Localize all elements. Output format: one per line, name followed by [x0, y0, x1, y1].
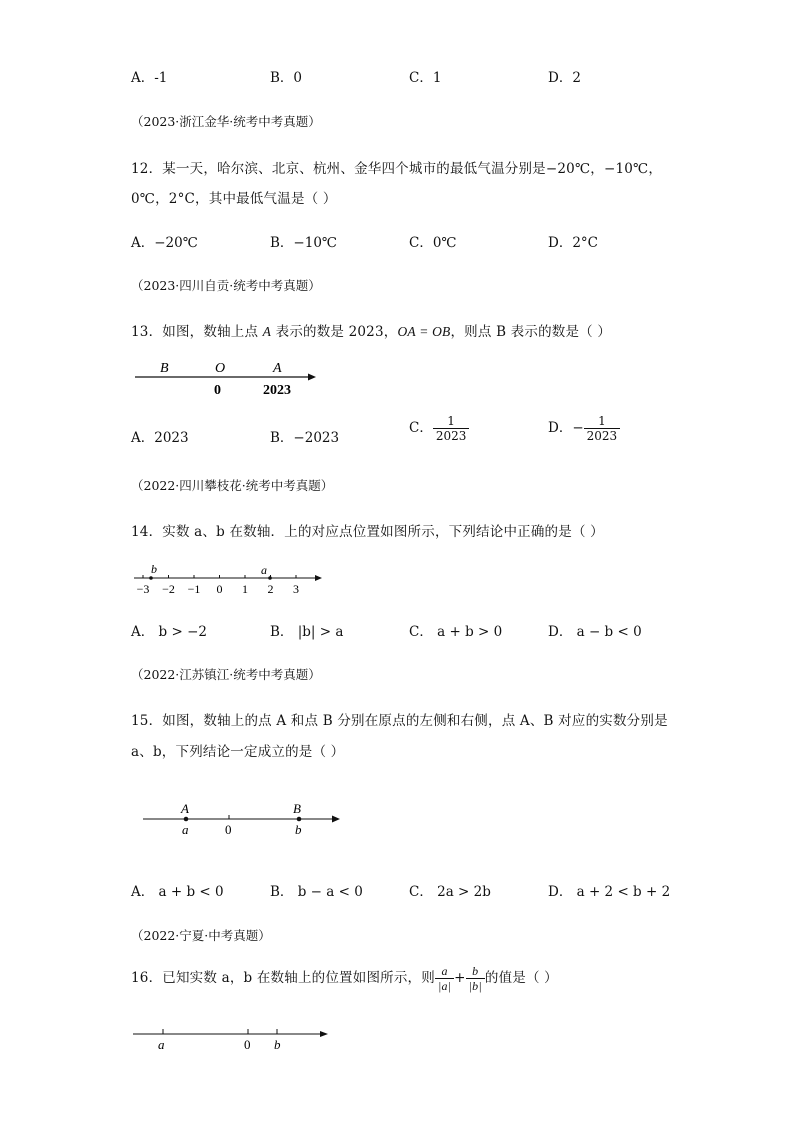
- q14-tick-label: −1: [187, 582, 201, 596]
- q15-stem-line1: 15．如图，数轴上的点 A 和点 B 分别在原点的左侧和右侧，点 A、B 对应的实数分别是: [131, 713, 668, 729]
- q11-option-a: A．-1: [131, 70, 168, 86]
- q13-option-c-denominator: 2023: [433, 428, 470, 443]
- q14-option-c: C． a + b > 0: [409, 624, 503, 640]
- q13-label-b: B: [160, 361, 169, 376]
- q14-label-b: b: [151, 562, 157, 576]
- q13-option-c-prefix: C．: [409, 420, 433, 436]
- q15-label-zero: 0: [225, 822, 232, 837]
- q13-option-a: A．2023: [131, 430, 189, 446]
- q15-option-a: A． a + b < 0: [131, 884, 224, 900]
- q14-point-b: [149, 576, 153, 580]
- q13-option-b: B．−2023: [270, 430, 340, 446]
- q13-option-d-denominator: 2023: [584, 428, 621, 443]
- q15-label-a: a: [182, 822, 189, 837]
- q15-point-b: [297, 817, 302, 822]
- q13-option-c-numerator: 1: [447, 414, 455, 428]
- q16-fraction-b-denominator: |b|: [466, 978, 485, 993]
- q16-plus: +: [454, 970, 466, 986]
- q16-fraction-b-numerator: b: [472, 964, 479, 978]
- q16-stem-suffix: 的值是（ ）: [484, 970, 558, 986]
- q16-source: （2022·宁夏·中考真题）: [131, 928, 271, 943]
- q13-stem-equation: OA = OB: [397, 324, 451, 339]
- q11-option-c: C．1: [409, 70, 442, 86]
- q12-option-a: A．−20℃: [131, 235, 198, 251]
- q16-fraction-b: [466, 964, 485, 993]
- q16-number-line: [130, 1022, 340, 1054]
- q12-stem-line2: 0℃，2°C，其中最低气温是（ ）: [131, 191, 337, 207]
- q14-tick-label: −2: [162, 582, 175, 596]
- q16-stem-prefix: 16．已知实数 a，b 在数轴上的位置如图所示，则: [131, 970, 435, 986]
- q14-tick-label: 3: [293, 582, 299, 596]
- q13-option-c-fraction: [433, 414, 470, 443]
- q12-option-c: C．0℃: [409, 235, 457, 251]
- q12-stem-line1: 12．某一天，哈尔滨、北京、杭州、金华四个城市的最低气温分别是−20℃，−10℃，: [131, 161, 663, 177]
- q16-fraction-a: [435, 964, 454, 993]
- q11-option-b: B．0: [270, 70, 303, 86]
- q15-option-c: C． 2a > 2b: [409, 884, 491, 900]
- q13-stem-prefix: 13．如图，数轴上点: [131, 324, 263, 340]
- q15-option-d: D． a + 2 < b + 2: [548, 884, 671, 900]
- q16-label-a: a: [158, 1037, 165, 1052]
- q16-label-zero: 0: [244, 1037, 251, 1052]
- q14-option-b: B． |b| > a: [270, 624, 344, 640]
- q13-option-d: [548, 414, 620, 443]
- q13-option-c: [409, 414, 469, 443]
- q15-stem-line2: a、b，下列结论一定成立的是（ ）: [131, 744, 345, 760]
- q13-option-d-numerator: 1: [598, 414, 606, 428]
- q16-fraction-a-denominator: |a|: [435, 978, 454, 993]
- q16-fraction-a-numerator: a: [441, 964, 448, 978]
- q12-option-b: B．−10℃: [270, 235, 338, 251]
- q13-stem-suffix: ，则点 B 表示的数是（ ）: [450, 324, 612, 340]
- q15-label-upper-b: B: [293, 801, 301, 816]
- q13-tick-value: 2023: [263, 383, 291, 398]
- q13-label-a: A: [273, 361, 282, 376]
- q14-axis-arrow-icon: [315, 575, 322, 581]
- q14-stem: 14．实数 a、b 在数轴．上的对应点位置如图所示，下列结论中正确的是（ ）: [131, 524, 604, 540]
- q14-tick-label: −3: [136, 582, 150, 596]
- q14-tick-label: 2: [267, 582, 274, 596]
- q13-label-o: O: [215, 361, 226, 376]
- q13-source: （2023·四川自贡·统考中考真题）: [131, 278, 321, 293]
- q14-tick-label: 0: [216, 582, 223, 596]
- q14-point-a: [268, 576, 272, 580]
- q12-source: （2023·浙江金华·统考中考真题）: [131, 114, 321, 129]
- q13-stem-point-a: A: [262, 324, 272, 339]
- q15-label-upper-a: A: [181, 801, 189, 816]
- q13-stem: [131, 320, 611, 340]
- q14-number-line: [130, 560, 330, 600]
- q13-tick-zero: 0: [214, 383, 221, 398]
- q16-stem: [131, 964, 558, 993]
- q15-option-b: B． b − a < 0: [270, 884, 363, 900]
- q13-option-d-fraction: [584, 414, 621, 443]
- q14-option-d: D． a − b < 0: [548, 624, 642, 640]
- q14-tick-label: 1: [242, 582, 248, 596]
- q16-label-b: b: [274, 1037, 281, 1052]
- q15-number-line: [140, 798, 350, 840]
- q15-label-b: b: [295, 822, 302, 837]
- q14-label-a: a: [261, 563, 267, 577]
- q14-source: （2022·四川攀枝花·统考中考真题）: [131, 478, 334, 493]
- q13-stem-mid: 表示的数是 2023，: [271, 324, 398, 340]
- q12-option-d: D．2°C: [548, 235, 598, 251]
- q16-axis-arrow-icon: [320, 1031, 328, 1037]
- q13-number-line: [130, 355, 330, 403]
- q15-point-a: [184, 817, 189, 822]
- q15-source: （2022·江苏镇江·统考中考真题）: [131, 667, 321, 682]
- q11-option-d: D．2: [548, 70, 581, 86]
- q13-axis-arrow-icon: [308, 374, 316, 381]
- q15-axis-arrow-icon: [332, 816, 340, 823]
- q13-option-d-prefix: D．−: [548, 420, 584, 436]
- q14-option-a: A． b > −2: [131, 624, 207, 640]
